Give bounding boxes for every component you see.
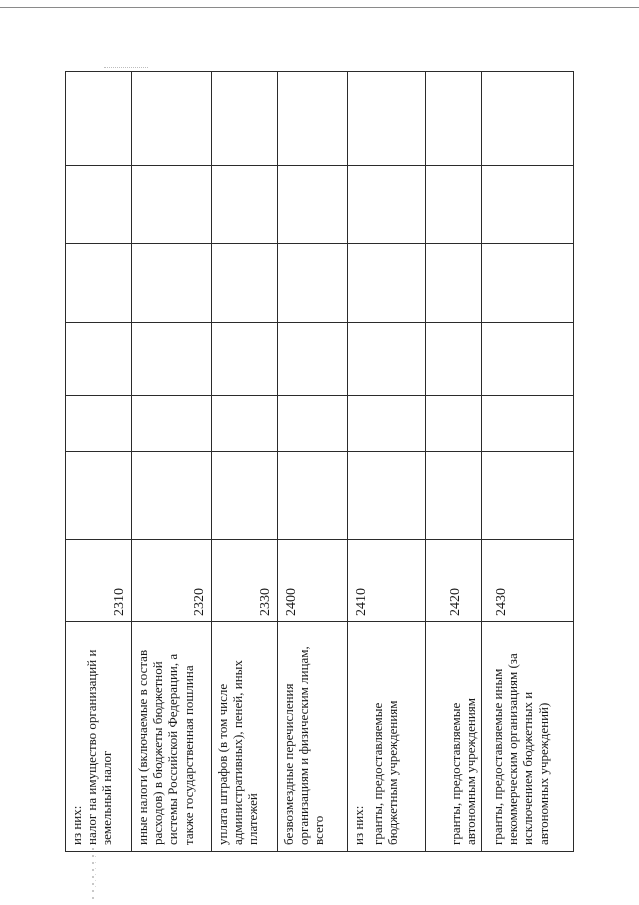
indicator-text: системы Российской Федерации, а — [165, 653, 181, 845]
value-cell — [426, 72, 482, 166]
value-cell — [348, 452, 426, 540]
table-row — [278, 72, 348, 852]
indicator-text: административных), пеней, иных — [230, 660, 246, 845]
row-code: 2320 — [192, 588, 207, 616]
indicator-text: организациям и физическим лицам, — [296, 646, 312, 845]
rotated-table-wrapper — [65, 72, 573, 852]
row-code-cell — [348, 540, 426, 622]
value-cell — [348, 244, 426, 323]
row-code: 2410 — [354, 588, 369, 616]
row-code-cell — [278, 540, 348, 622]
row-code-cell — [132, 540, 212, 622]
value-cell — [278, 244, 348, 323]
scan-artifact — [92, 848, 94, 900]
indicator-text: автономных учреждений) — [535, 702, 551, 845]
row-code-cell — [212, 540, 278, 622]
row-code-cell — [66, 540, 132, 622]
financial-indicators-table — [65, 71, 574, 852]
scan-artifact — [104, 67, 148, 68]
value-cell — [348, 323, 426, 396]
indicator-text: земельный налог — [99, 750, 115, 845]
indicator-text: гранты, предоставляемые — [448, 702, 463, 845]
row-code-cell — [482, 540, 574, 622]
value-cell — [66, 244, 132, 323]
value-cell — [66, 166, 132, 244]
value-cell — [132, 72, 212, 166]
indicator-text: расходов) в бюджеты бюджетной — [150, 661, 166, 845]
table-row — [66, 72, 132, 852]
value-cell — [348, 72, 426, 166]
value-cell — [132, 396, 212, 452]
value-cell — [278, 72, 348, 166]
table-row — [426, 72, 482, 852]
value-cell — [426, 396, 482, 452]
indicator-name-cell — [278, 622, 348, 852]
value-cell — [132, 244, 212, 323]
row-code: 2310 — [112, 588, 127, 616]
value-cell — [482, 72, 574, 166]
value-cell — [66, 323, 132, 396]
indicator-name-cell — [426, 622, 482, 852]
value-cell — [212, 323, 278, 396]
value-cell — [66, 396, 132, 452]
table-row — [348, 72, 426, 852]
value-cell — [426, 244, 482, 323]
value-cell — [348, 166, 426, 244]
indicator-text: уплата штрафов (в том числе — [215, 683, 230, 845]
indicator-text: также государственная пошлина — [180, 665, 196, 845]
value-cell — [278, 323, 348, 396]
indicator-text: гранты, предоставляемые иным — [490, 668, 505, 845]
value-cell — [482, 452, 574, 540]
value-cell — [212, 452, 278, 540]
indicator-name-cell — [132, 622, 212, 852]
indicator-text: иные налоги (включаемые в состав — [135, 649, 150, 845]
value-cell — [132, 452, 212, 540]
value-cell — [212, 396, 278, 452]
value-cell — [66, 452, 132, 540]
value-cell — [212, 244, 278, 323]
indicator-name-cell — [348, 622, 426, 852]
indicator-text: исключением бюджетных и — [520, 691, 536, 845]
value-cell — [132, 166, 212, 244]
indicator-name-cell — [482, 622, 574, 852]
indicator-text: платежей — [245, 793, 261, 845]
value-cell — [426, 452, 482, 540]
row-code-cell — [426, 540, 482, 622]
value-cell — [426, 323, 482, 396]
value-cell — [66, 72, 132, 166]
indicator-text: всего — [311, 815, 327, 845]
value-cell — [348, 396, 426, 452]
value-cell — [278, 166, 348, 244]
row-code: 2430 — [494, 588, 509, 616]
value-cell — [278, 452, 348, 540]
value-cell — [212, 166, 278, 244]
row-code: 2420 — [448, 588, 463, 616]
indicator-name-cell — [212, 622, 278, 852]
table-row — [482, 72, 574, 852]
indicator-text: бюджетным учреждениям — [385, 700, 401, 845]
indicator-text: автономным учреждениям — [463, 698, 479, 845]
value-cell — [482, 323, 574, 396]
indicator-text: из них: — [69, 805, 84, 845]
row-code: 2400 — [284, 588, 299, 616]
indicator-text: гранты, предоставляемые — [370, 702, 386, 845]
indicator-name-cell — [66, 622, 132, 852]
indicator-text: некоммерческим организациям (за — [505, 653, 521, 845]
table-row — [132, 72, 212, 852]
value-cell — [278, 396, 348, 452]
row-code: 2330 — [258, 588, 273, 616]
scan-edge-line — [0, 7, 639, 8]
indicator-text: из них: — [351, 805, 366, 845]
value-cell — [482, 244, 574, 323]
value-cell — [482, 166, 574, 244]
value-cell — [482, 396, 574, 452]
indicator-text: безвозмездные перечисления — [281, 683, 296, 845]
table-row — [212, 72, 278, 852]
scan-artifact — [95, 856, 96, 892]
value-cell — [212, 72, 278, 166]
indicator-text: налог на имущество организаций и — [84, 649, 100, 845]
value-cell — [132, 323, 212, 396]
value-cell — [426, 166, 482, 244]
